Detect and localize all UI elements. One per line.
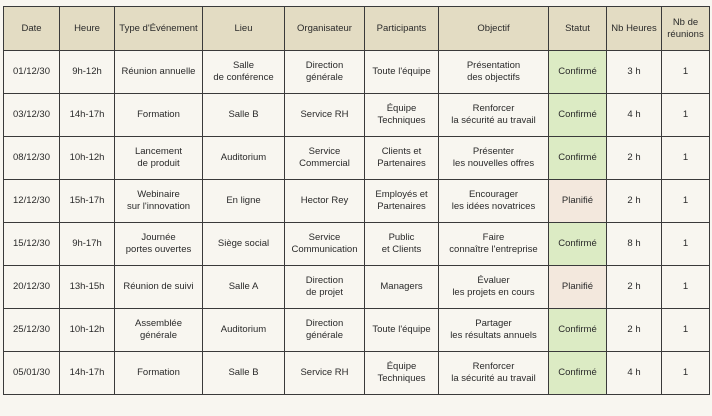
meetings-cell: 1 [662, 223, 710, 266]
organizer-cell: Service RH [285, 94, 365, 137]
objective-cell: Encourager les idées novatrices [439, 180, 549, 223]
hours-cell: 4 h [607, 352, 662, 395]
event-type-cell: Formation [115, 352, 203, 395]
objective-cell: Évaluer les projets en cours [439, 266, 549, 309]
location-cell: En ligne [203, 180, 285, 223]
participants-cell: Public et Clients [365, 223, 439, 266]
event-type-cell: Réunion annuelle [115, 51, 203, 94]
event-schedule-table [3, 6, 710, 395]
event-type-cell: Assemblée générale [115, 309, 203, 352]
objective-cell: Présenter les nouvelles offres [439, 137, 549, 180]
date-cell: 08/12/30 [4, 137, 60, 180]
organizer-cell: Direction générale [285, 51, 365, 94]
column-header-participants: Participants [365, 7, 439, 51]
event-type-cell: Lancement de produit [115, 137, 203, 180]
status-cell: Confirmé [549, 352, 607, 395]
participants-cell: Clients et Partenaires [365, 137, 439, 180]
location-cell: Auditorium [203, 309, 285, 352]
date-cell: 12/12/30 [4, 180, 60, 223]
hours-cell: 4 h [607, 94, 662, 137]
date-cell: 25/12/30 [4, 309, 60, 352]
organizer-cell: Service Communication [285, 223, 365, 266]
objective-cell: Renforcer la sécurité au travail [439, 94, 549, 137]
status-cell: Confirmé [549, 309, 607, 352]
table-row [4, 266, 710, 309]
meetings-cell: 1 [662, 94, 710, 137]
column-header-meetings: Nb de réunions [662, 7, 710, 51]
table-row [4, 309, 710, 352]
date-cell: 01/12/30 [4, 51, 60, 94]
table-header-row [4, 7, 710, 51]
location-cell: Salle de conférence [203, 51, 285, 94]
participants-cell: Managers [365, 266, 439, 309]
hours-cell: 3 h [607, 51, 662, 94]
participants-cell: Toute l'équipe [365, 51, 439, 94]
participants-cell: Équipe Techniques [365, 352, 439, 395]
status-cell: Confirmé [549, 223, 607, 266]
location-cell: Salle B [203, 94, 285, 137]
organizer-cell: Hector Rey [285, 180, 365, 223]
hours-cell: 2 h [607, 180, 662, 223]
date-cell: 03/12/30 [4, 94, 60, 137]
column-header-date: Date [4, 7, 60, 51]
participants-cell: Employés et Partenaires [365, 180, 439, 223]
meetings-cell: 1 [662, 266, 710, 309]
meetings-cell: 1 [662, 309, 710, 352]
location-cell: Auditorium [203, 137, 285, 180]
table-body [4, 51, 710, 395]
event-type-cell: Webinaire sur l'innovation [115, 180, 203, 223]
column-header-location: Lieu [203, 7, 285, 51]
organizer-cell: Direction générale [285, 309, 365, 352]
event-type-cell: Réunion de suivi [115, 266, 203, 309]
hours-cell: 2 h [607, 266, 662, 309]
date-cell: 20/12/30 [4, 266, 60, 309]
time-cell: 9h-12h [60, 51, 115, 94]
objective-cell: Faire connaître l'entreprise [439, 223, 549, 266]
location-cell: Salle B [203, 352, 285, 395]
column-header-time: Heure [60, 7, 115, 51]
organizer-cell: Service RH [285, 352, 365, 395]
organizer-cell: Direction de projet [285, 266, 365, 309]
date-cell: 05/01/30 [4, 352, 60, 395]
table-row [4, 94, 710, 137]
meetings-cell: 1 [662, 352, 710, 395]
column-header-hours: Nb Heures [607, 7, 662, 51]
location-cell: Siège social [203, 223, 285, 266]
time-cell: 15h-17h [60, 180, 115, 223]
table-row [4, 51, 710, 94]
date-cell: 15/12/30 [4, 223, 60, 266]
time-cell: 13h-15h [60, 266, 115, 309]
time-cell: 14h-17h [60, 352, 115, 395]
time-cell: 10h-12h [60, 137, 115, 180]
status-cell: Confirmé [549, 51, 607, 94]
column-header-event-type: Type d'Événement [115, 7, 203, 51]
status-cell: Confirmé [549, 137, 607, 180]
objective-cell: Renforcer la sécurité au travail [439, 352, 549, 395]
participants-cell: Toute l'équipe [365, 309, 439, 352]
participants-cell: Équipe Techniques [365, 94, 439, 137]
hours-cell: 8 h [607, 223, 662, 266]
meetings-cell: 1 [662, 51, 710, 94]
table-row [4, 352, 710, 395]
time-cell: 14h-17h [60, 94, 115, 137]
event-type-cell: Formation [115, 94, 203, 137]
event-schedule-sheet [3, 6, 710, 395]
status-cell: Confirmé [549, 94, 607, 137]
time-cell: 9h-17h [60, 223, 115, 266]
meetings-cell: 1 [662, 180, 710, 223]
location-cell: Salle A [203, 266, 285, 309]
column-header-status: Statut [549, 7, 607, 51]
hours-cell: 2 h [607, 309, 662, 352]
table-row [4, 223, 710, 266]
objective-cell: Partager les résultats annuels [439, 309, 549, 352]
objective-cell: Présentation des objectifs [439, 51, 549, 94]
time-cell: 10h-12h [60, 309, 115, 352]
column-header-objective: Objectif [439, 7, 549, 51]
status-cell: Planifié [549, 180, 607, 223]
organizer-cell: Service Commercial [285, 137, 365, 180]
table-row [4, 137, 710, 180]
hours-cell: 2 h [607, 137, 662, 180]
status-cell: Planifié [549, 266, 607, 309]
meetings-cell: 1 [662, 137, 710, 180]
column-header-organizer: Organisateur [285, 7, 365, 51]
event-type-cell: Journée portes ouvertes [115, 223, 203, 266]
table-row [4, 180, 710, 223]
